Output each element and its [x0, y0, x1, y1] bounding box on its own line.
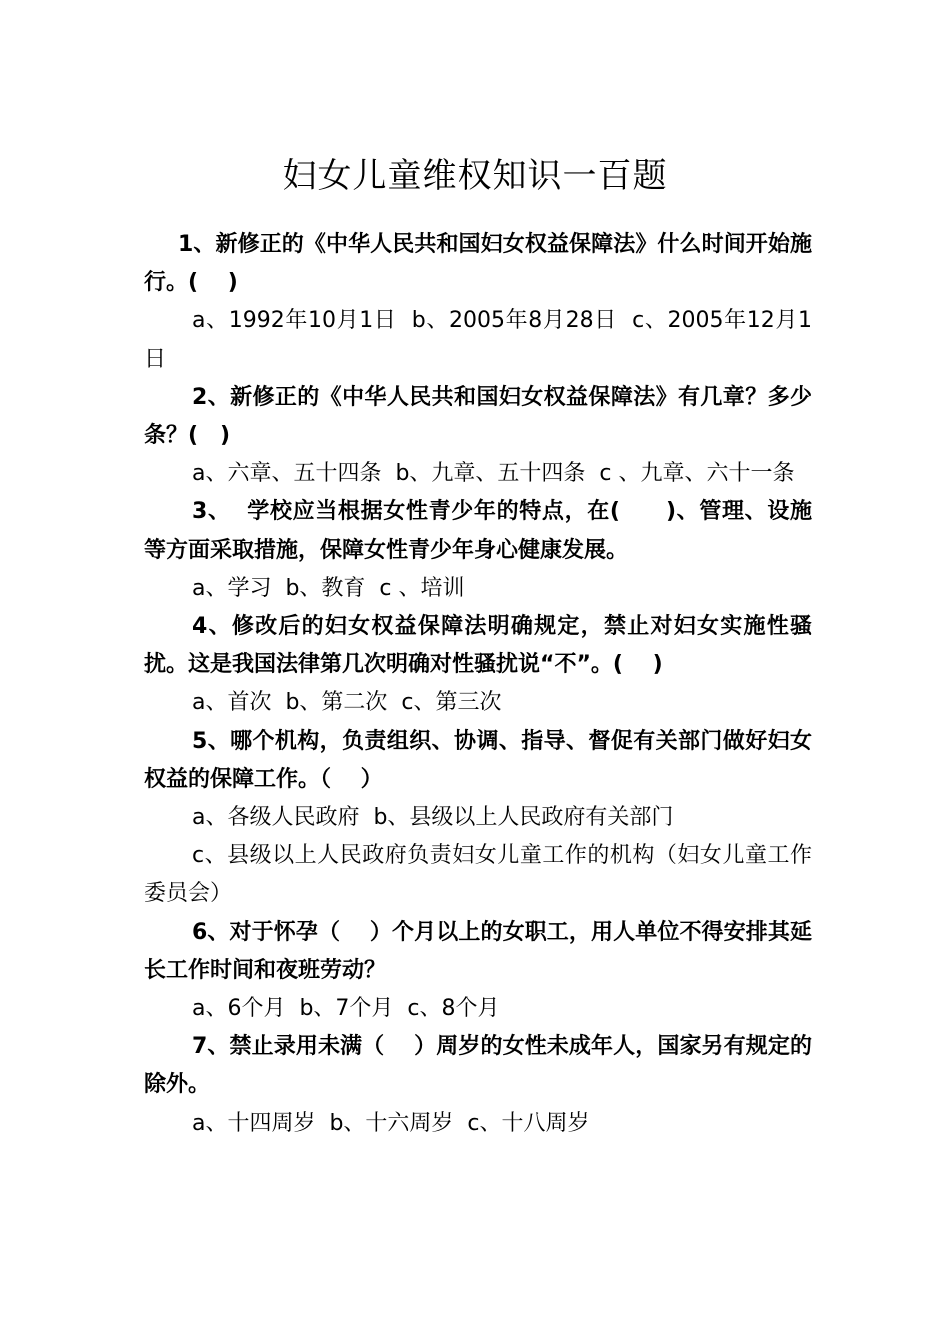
question-3-options: a、学习 b、教育 c 、培训	[192, 575, 465, 601]
question-list	[144, 226, 812, 1143]
document-title: 妇女儿童维权知识一百题	[282, 156, 668, 196]
question-2: 2、新修正的《中华人民共和国妇女权益保障法》有几章？多少条？( )	[144, 384, 812, 449]
question-4: 4、修改后的妇女权益保障法明确规定，禁止对妇女实施性骚扰。这是我国法律第几次明确对性骚扰说“不”。( )	[144, 614, 812, 678]
question-5: 5、哪个机构，负责组织、协调、指导、督促有关部门做好妇女权益的保障工作。（ ）	[144, 728, 812, 792]
question-1-options: a、1992年10月1日 b、2005年8月28日 c、2005年12月1日	[144, 308, 812, 372]
question-6: 6、对于怀孕（ ）个月以上的女职工，用人单位不得安排其延长工作时间和夜班劳动？	[144, 919, 812, 983]
question-3: 3、 学校应当根据女性青少年的特点，在( )、管理、设施等方面采取措施，保障女性青少年身心健康发展。	[144, 499, 812, 563]
question-2-options: a、六章、五十四条 b、九章、五十四条 c 、九章、六十一条	[192, 461, 795, 487]
question-1: 1、新修正的《中华人民共和国妇女权益保障法》什么时间开始施行。( )	[144, 232, 812, 296]
question-7-options: a、十四周岁 b、十六周岁 c、十八周岁	[192, 1110, 590, 1136]
question-7: 7、禁止录用未满（ ）周岁的女性未成年人，国家另有规定的除外。	[144, 1034, 812, 1098]
question-4-options: a、首次 b、第二次 c、第三次	[192, 690, 502, 716]
question-5-option-c: c、县级以上人民政府负责妇女儿童工作的机构（妇女儿童工作委员会）	[144, 843, 812, 907]
question-5-option-ab: a、各级人民政府 b、县级以上人民政府有关部门	[192, 805, 674, 831]
question-6-options: a、6个月 b、7个月 c、8个月	[192, 996, 500, 1022]
